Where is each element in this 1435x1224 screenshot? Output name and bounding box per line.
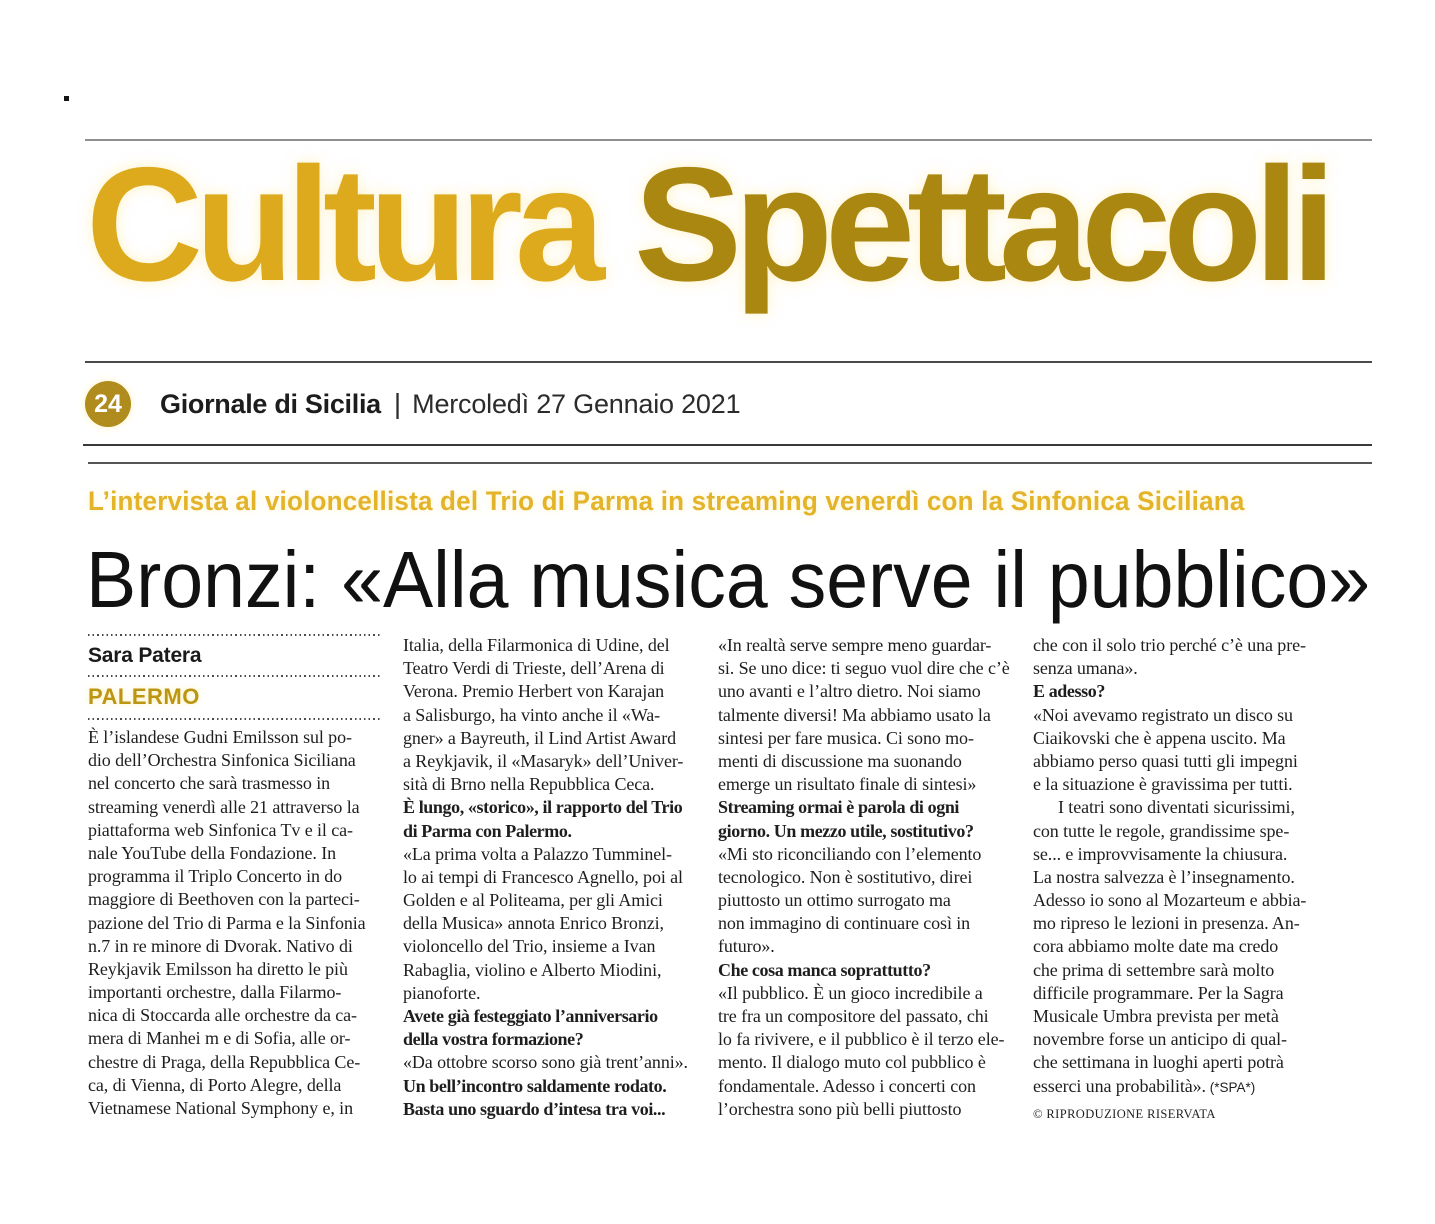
- separator-bar: |: [393, 388, 402, 419]
- body-line: programma il Triplo Concerto in do: [88, 866, 343, 887]
- subhead-line: di Parma con Palermo.: [403, 820, 572, 841]
- body-line: importanti orchestre, dalla Filarmo-: [88, 982, 342, 1003]
- body-line: nica di Stoccarda alle orchestre da ca-: [88, 1005, 357, 1026]
- body-line: «Da ottobre scorso sono già trent’anni».: [403, 1052, 688, 1073]
- body-line: sità di Brno nella Repubblica Ceca.: [403, 774, 655, 795]
- body-line: a Reykjavik, il «Masaryk» dell’Univer-: [403, 750, 684, 771]
- body-line: dio dell’Orchestra Sinfonica Siciliana: [88, 750, 356, 771]
- body-line: non immagino di continuare così in: [718, 913, 971, 934]
- article-top-rule-thick: [83, 444, 1372, 446]
- column-2: [403, 634, 695, 1122]
- body-line: l’orchestra sono più belli piuttosto: [718, 1098, 962, 1119]
- body-line: esserci una probabilità». (*SPA*): [1033, 1075, 1256, 1096]
- body-line: I teatri sono diventati sicurissimi,: [1058, 797, 1295, 818]
- body-line: difficile programmare. Per la Sagra: [1033, 982, 1284, 1003]
- agency-tag: (*SPA*): [1205, 1079, 1256, 1095]
- body-line: senza umana».: [1033, 658, 1138, 679]
- masthead-word-spettacoli: Spettacoli: [634, 134, 1329, 315]
- body-line: Vietnamese National Symphony e, in: [88, 1098, 353, 1118]
- body-line: Teatro Verdi di Trieste, dell’Arena di: [403, 658, 665, 679]
- body-line: «In realtà serve sempre meno guardar-: [718, 635, 992, 655]
- masthead-word-cultura: Cultura: [86, 134, 597, 315]
- body-line: «La prima volta a Palazzo Tumminel-: [403, 843, 672, 864]
- column-1: [88, 634, 380, 1122]
- body-line: maggiore di Beethoven con la parteci-: [88, 889, 360, 910]
- body-line: pianoforte.: [403, 982, 481, 1003]
- column-3: [718, 634, 1010, 1122]
- article-columns: [88, 634, 1325, 1122]
- subhead-line: E adesso?: [1033, 681, 1105, 702]
- dateline: PALERMO: [88, 684, 200, 709]
- body-line: novembre forse un anticipo di qual-: [1033, 1029, 1287, 1050]
- body-line: tre fra un compositore del passato, chi: [718, 1006, 989, 1026]
- headline: Bronzi: «Alla musica serve il pubblico»: [86, 535, 1371, 624]
- body-line: «Noi avevamo registrato un disco su: [1033, 704, 1293, 725]
- body-line: con tutte le regole, grandissime spe-: [1033, 820, 1290, 841]
- body-line: Ciaikovski che è appena uscito. Ma: [1033, 727, 1286, 748]
- body-line: emerge un risultato finale di sintesi»: [718, 774, 977, 795]
- body-line: si. Se uno dice: ti seguo vuol dire che c’è: [718, 658, 1010, 679]
- body-line: Musicale Umbra prevista per metà: [1033, 1006, 1279, 1026]
- body-line: nel concerto che sarà trasmesso in: [88, 773, 330, 794]
- body-line: pazione del Trio di Parma e la Sinfonia: [88, 912, 366, 933]
- body-line: che settimana in luoghi aperti potrà: [1033, 1052, 1284, 1073]
- body-line: talmente diversi! Ma abbiamo usato la: [718, 704, 991, 725]
- body-line: mo ripreso le lezioni in presenza. An-: [1033, 913, 1300, 934]
- kicker: L’intervista al violoncellista del Trio di Parma in streaming venerdì con la Sinfonica Siciliana: [88, 486, 1245, 516]
- body-line: lo fa rivivere, e il pubblico è il terzo ele-: [718, 1029, 1005, 1050]
- body-line: piuttosto un ottimo surrogato ma: [718, 890, 951, 911]
- body-line: È l’islandese Gudni Emilsson sul po-: [88, 727, 352, 747]
- body-line: n.7 in re minore di Dvorak. Nativo di: [88, 935, 353, 956]
- body-line: lo ai tempi di Francesco Agnello, poi al: [403, 866, 683, 887]
- body-line: a Salisburgo, ha vinto anche il «Wa-: [403, 704, 661, 725]
- body-line: streaming venerdì alle 21 attraverso la: [88, 796, 360, 817]
- subhead-line: Basta uno sguardo d’intesa tra voi...: [403, 1098, 666, 1119]
- byline: Sara Patera: [88, 644, 202, 667]
- body-line: che prima di settembre sarà molto: [1033, 959, 1275, 980]
- page-number-badge: 24: [85, 381, 131, 427]
- body-line: chestre di Praga, della Repubblica Ce-: [88, 1051, 361, 1072]
- body-line: se... e improvvisamente la chiusura.: [1033, 843, 1288, 864]
- body-line: Verona. Premio Herbert von Karajan: [403, 681, 665, 702]
- subhead-line: Avete già festeggiato l’anniversario: [403, 1006, 658, 1026]
- body-line: fondamentale. Adesso i concerti con: [718, 1075, 976, 1096]
- body-line: Reykjavik Emilsson ha diretto le più: [88, 958, 348, 979]
- folio-row: [85, 381, 740, 427]
- body-line: tecnologico. Non è sostitutivo, direi: [718, 866, 973, 887]
- section-masthead: [86, 134, 1330, 315]
- body-line: nale YouTube della Fondazione. In: [88, 842, 337, 863]
- body-line: violoncello del Trio, insieme a Ivan: [403, 936, 656, 957]
- body-line: mento. Il dialogo muto col pubblico è: [718, 1052, 986, 1073]
- body-line: cora abbiamo molte date ma credo: [1033, 936, 1279, 957]
- subhead-line: giorno. Un mezzo utile, sostitutivo?: [718, 820, 974, 841]
- body-line: abbiamo perso quasi tutti gli impegni: [1033, 750, 1298, 771]
- page-mark-dot: [64, 96, 69, 101]
- body-line: della Musica» annota Enrico Bronzi,: [403, 913, 664, 934]
- body-line: uno avanti e l’altro dietro. Noi siamo: [718, 681, 981, 702]
- copyright-line: © RIPRODUZIONE RISERVATA: [1033, 1106, 1216, 1121]
- body-line: gner» a Bayreuth, il Lind Artist Award: [403, 727, 676, 748]
- body-line: Italia, della Filarmonica di Udine, del: [403, 635, 670, 655]
- body-line: La nostra salvezza è l’insegnamento.: [1033, 866, 1295, 887]
- body-line: Adesso io sono al Mozarteum e abbia-: [1033, 890, 1307, 911]
- body-line: mera di Manhei m e di Sofia, alle or-: [88, 1028, 351, 1049]
- masthead-bottom-rule: [85, 361, 1372, 363]
- dotted-rule: [88, 718, 380, 720]
- subhead-line: della vostra formazione?: [403, 1029, 584, 1050]
- body-line: che con il solo trio perché c’è una pre-: [1033, 635, 1306, 655]
- body-line: Golden e al Politeama, per gli Amici: [403, 890, 663, 911]
- column-4: [1033, 634, 1325, 1122]
- body-line: «Il pubblico. È un gioco incredibile a: [718, 982, 983, 1003]
- article-top-rule-thin: [88, 462, 1372, 464]
- body-line: Rabaglia, violino e Alberto Miodini,: [403, 959, 662, 980]
- body-line: futuro».: [718, 936, 775, 957]
- paper-name: Giornale di Sicilia: [160, 388, 381, 419]
- body-line: ca, di Vienna, di Porto Alegre, della: [88, 1074, 342, 1095]
- body-line: e la situazione è gravissima per tutti.: [1033, 774, 1293, 795]
- body-line: piattaforma web Sinfonica Tv e il ca-: [88, 819, 353, 840]
- subhead-line: Che cosa manca soprattutto?: [718, 959, 931, 980]
- body-line: «Mi sto riconciliando con l’elemento: [718, 843, 982, 864]
- body-line: menti di discussione ma suonando: [718, 750, 962, 771]
- subhead-line: Streaming ormai è parola di ogni: [718, 797, 960, 818]
- body-line: sintesi per fare musica. Ci sono mo-: [718, 727, 974, 748]
- subhead-line: Un bell’incontro saldamente rodato.: [403, 1075, 667, 1096]
- issue-date: Mercoledì 27 Gennaio 2021: [412, 388, 741, 419]
- subhead-line: È lungo, «storico», il rapporto del Trio: [403, 797, 683, 818]
